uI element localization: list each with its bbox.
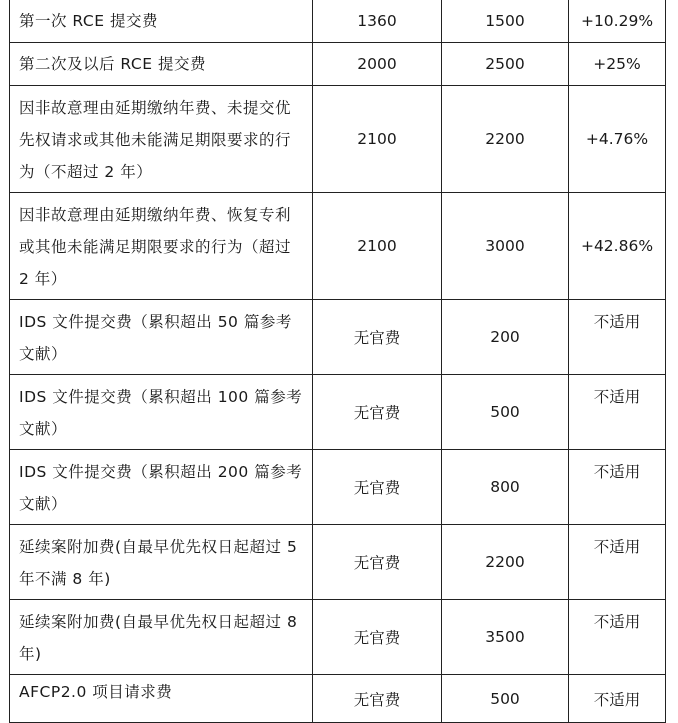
fee-change: 不适用 (569, 525, 666, 600)
fee-description: 因非故意理由延期缴纳年费、未提交优先权请求或其他未能满足期限要求的行为（不超过 2 年） (10, 86, 313, 193)
fee-description: AFCP2.0 项目请求费 (10, 675, 313, 723)
new-fee: 1500 (442, 0, 569, 43)
fee-description: 因非故意理由延期缴纳年费、恢复专利或其他未能满足期限要求的行为（超过 2 年） (10, 193, 313, 300)
new-fee: 3500 (442, 600, 569, 675)
table-row (10, 375, 666, 450)
fee-change: +10.29% (569, 0, 666, 43)
new-fee: 500 (442, 675, 569, 723)
fee-description: IDS 文件提交费（累积超出 50 篇参考文献） (10, 300, 313, 375)
fee-change: +42.86% (569, 193, 666, 300)
old-fee: 无官费 (313, 375, 442, 450)
fee-table (9, 0, 666, 723)
fee-description: 延续案附加费(自最早优先权日起超过 8 年) (10, 600, 313, 675)
old-fee: 2000 (313, 43, 442, 86)
fee-change: 不适用 (569, 675, 666, 723)
new-fee: 200 (442, 300, 569, 375)
new-fee: 2200 (442, 86, 569, 193)
table-row (10, 86, 666, 193)
old-fee: 无官费 (313, 450, 442, 525)
new-fee: 2500 (442, 43, 569, 86)
table-row (10, 675, 666, 723)
fee-description: 第一次 RCE 提交费 (10, 0, 313, 43)
old-fee: 1360 (313, 0, 442, 43)
table-row (10, 600, 666, 675)
fee-change: 不适用 (569, 450, 666, 525)
new-fee: 2200 (442, 525, 569, 600)
table-row (10, 525, 666, 600)
new-fee: 500 (442, 375, 569, 450)
fee-change: +4.76% (569, 86, 666, 193)
fee-description: IDS 文件提交费（累积超出 100 篇参考文献） (10, 375, 313, 450)
table-row (10, 450, 666, 525)
fee-description: 延续案附加费(自最早优先权日起超过 5 年不满 8 年) (10, 525, 313, 600)
fee-change: +25% (569, 43, 666, 86)
table-row (10, 300, 666, 375)
fee-description: IDS 文件提交费（累积超出 200 篇参考文献） (10, 450, 313, 525)
new-fee: 3000 (442, 193, 569, 300)
old-fee: 无官费 (313, 525, 442, 600)
old-fee: 无官费 (313, 675, 442, 723)
new-fee: 800 (442, 450, 569, 525)
old-fee: 2100 (313, 86, 442, 193)
table-row (10, 43, 666, 86)
table-row (10, 193, 666, 300)
old-fee: 2100 (313, 193, 442, 300)
old-fee: 无官费 (313, 300, 442, 375)
fee-description: 第二次及以后 RCE 提交费 (10, 43, 313, 86)
fee-change: 不适用 (569, 375, 666, 450)
fee-change: 不适用 (569, 600, 666, 675)
table-row (10, 0, 666, 43)
old-fee: 无官费 (313, 600, 442, 675)
fee-change: 不适用 (569, 300, 666, 375)
